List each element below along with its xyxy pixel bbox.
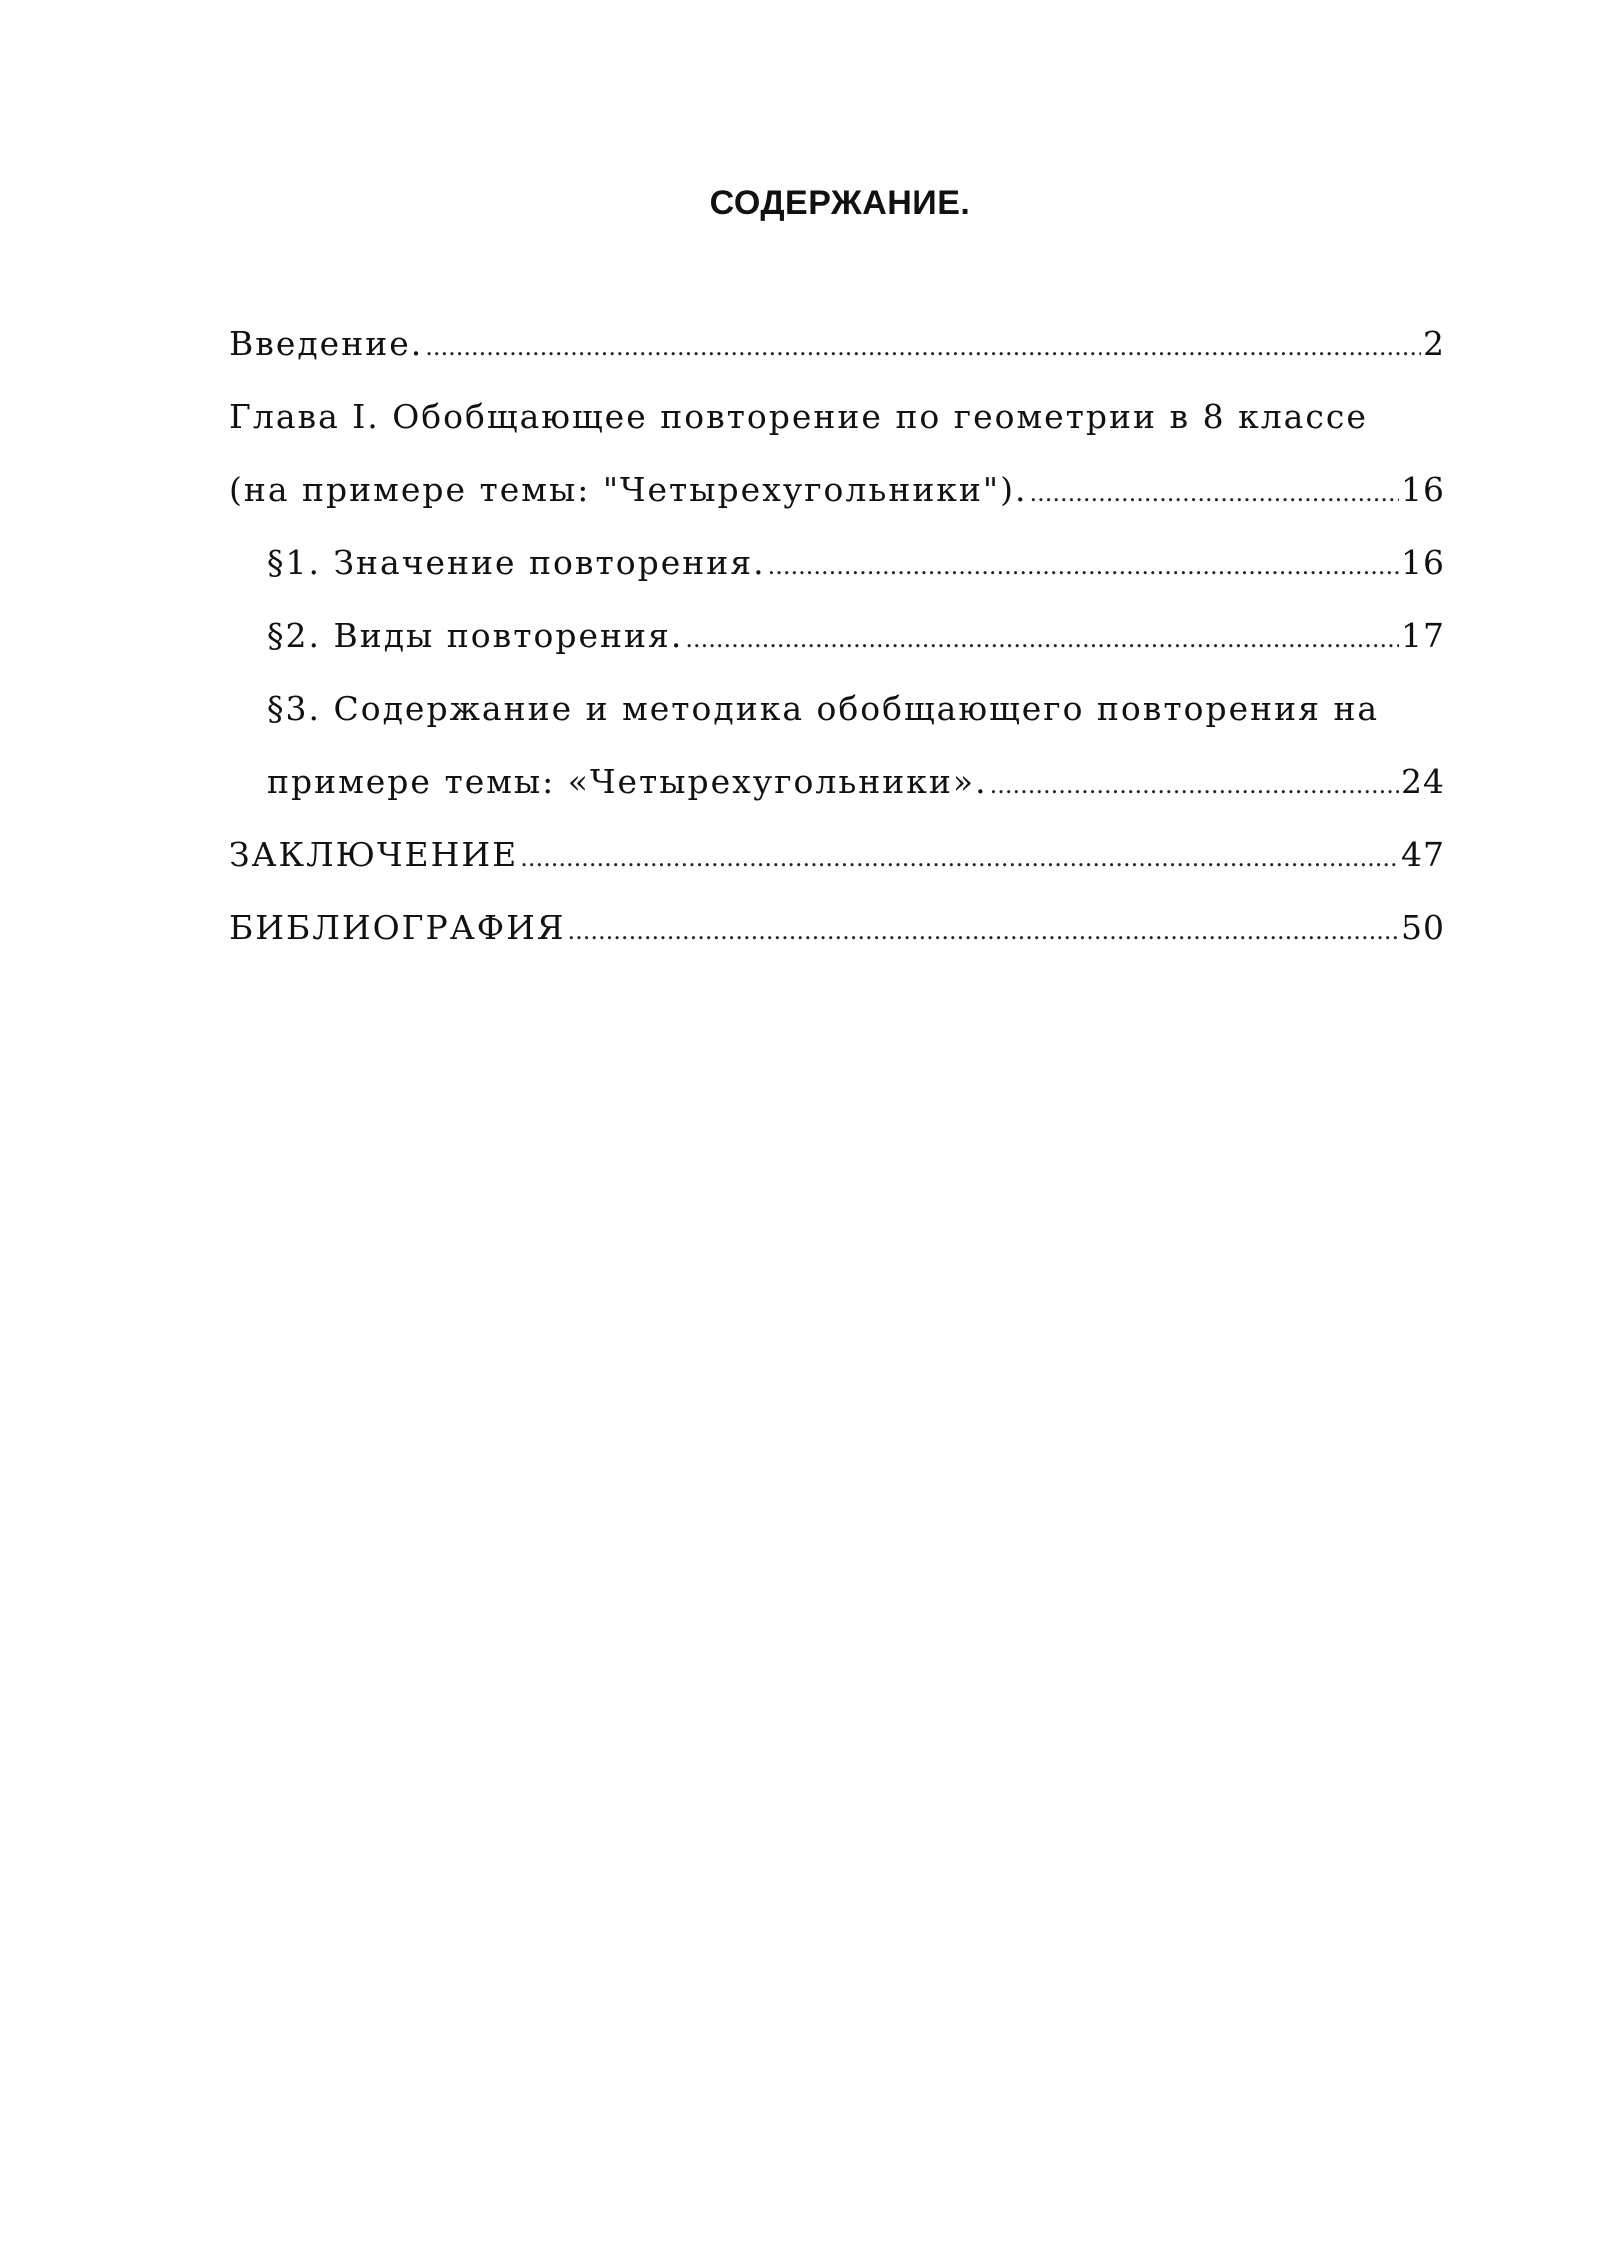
- toc-page-number: 16: [1401, 470, 1445, 509]
- toc-entry-label: БИБЛИОГРАФИЯ: [229, 908, 566, 947]
- dot-leader: [425, 322, 1421, 369]
- dot-leader: [685, 614, 1399, 661]
- toc-line: [267, 614, 1445, 658]
- toc-page-number: 2: [1423, 324, 1445, 363]
- toc-page-number: 47: [1401, 835, 1445, 874]
- toc-line: [267, 541, 1445, 585]
- toc-page-number: 16: [1401, 543, 1445, 582]
- toc-line: [229, 322, 1445, 366]
- toc-line: [229, 833, 1445, 877]
- dot-leader: [568, 906, 1399, 953]
- toc-entry-section-2[interactable]: [229, 614, 1445, 658]
- toc-entry-section-1[interactable]: [229, 541, 1445, 585]
- toc-entry-label: Введение.: [229, 324, 424, 363]
- dot-leader: [1029, 468, 1399, 515]
- toc-entry-label-line: §3. Содержание и методика обобщающего повторения на: [267, 689, 1380, 728]
- toc-entry-label: примере темы: «Четырехугольники».: [267, 762, 988, 801]
- toc-line: [267, 760, 1445, 804]
- toc-entry-conclusion[interactable]: [229, 833, 1445, 877]
- toc-line: [229, 906, 1445, 950]
- toc-entry-chapter-1[interactable]: [229, 395, 1445, 512]
- table-of-contents: [229, 322, 1445, 979]
- toc-entry-bibliography[interactable]: [229, 906, 1445, 950]
- toc-entry-label: §1. Значение повторения.: [267, 543, 766, 582]
- toc-entry-introduction[interactable]: [229, 322, 1445, 366]
- dot-leader: [768, 541, 1399, 588]
- toc-entry-label-line: Глава I. Обобщающее повторение по геометрии в 8 классе: [229, 397, 1368, 436]
- toc-page-number: 17: [1401, 616, 1445, 655]
- toc-entry-label: ЗАКЛЮЧЕНИЕ: [229, 835, 519, 874]
- toc-entry-section-3[interactable]: [229, 687, 1445, 804]
- toc-entry-label: §2. Виды повторения.: [267, 616, 684, 655]
- dot-leader: [990, 760, 1399, 807]
- toc-page-number: 24: [1401, 762, 1445, 801]
- dot-leader: [520, 833, 1399, 880]
- toc-entry-label: (на примере темы: "Четырехугольники").: [229, 470, 1028, 509]
- toc-page-number: 50: [1401, 908, 1445, 947]
- toc-line: [229, 468, 1445, 512]
- page-title: СОДЕРЖАНИЕ.: [709, 184, 971, 222]
